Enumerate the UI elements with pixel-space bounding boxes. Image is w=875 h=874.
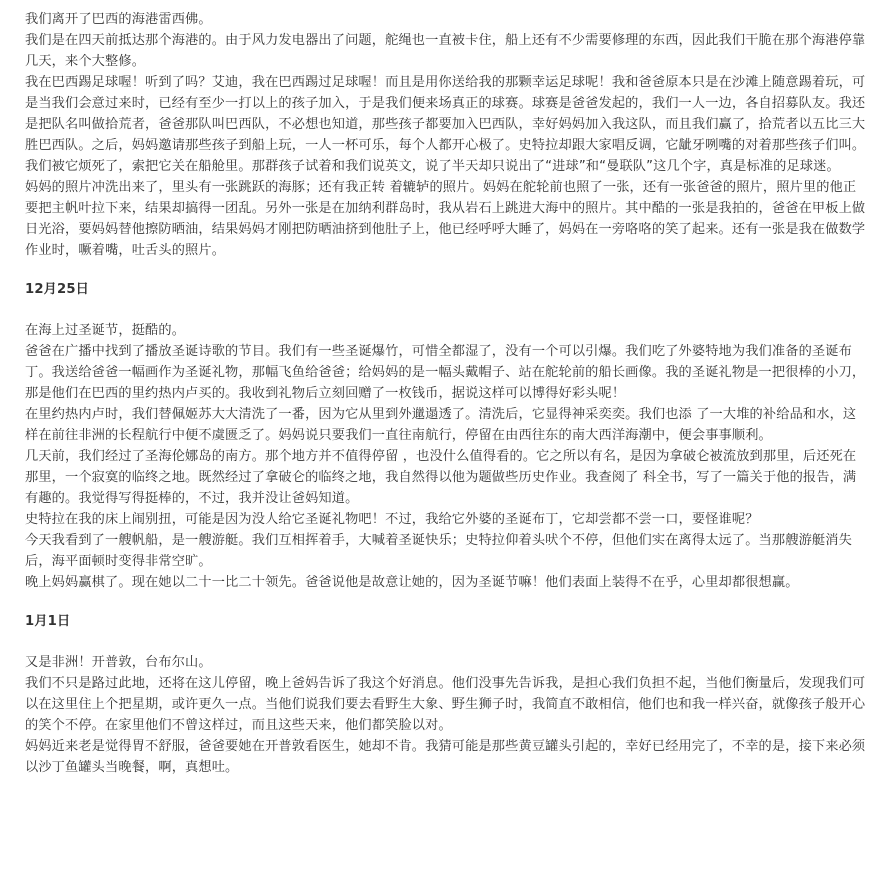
paragraph: 妈妈近来老是觉得胃不舒服，爸爸要她在开普敦看医生，她却不肯。我猜可能是那些黄豆罐头引起的，幸好已经用完了，不幸的是，接下来必须以沙丁鱼罐头当晚餐，啊，真想吐。 xyxy=(25,739,866,775)
paragraph: 史特拉在我的床上闹别扭，可能是因为没人给它圣诞礼物吧！不过，我给它外婆的圣诞布丁，它却尝都不尝一口，要怪谁呢？ xyxy=(25,512,759,527)
paragraph: 我们是在四天前抵达那个海港的。由于风力发电器出了问题，舵绳也一直被卡住，船上还有不少需要修理的东西，因此我们干脆在那个海港停靠几天，来个大整修。 xyxy=(25,33,866,69)
paragraph: 今天我看到了一艘帆船，是一艘游艇。我们互相挥着手，大喊着圣诞快乐；史特拉仰着头吠个不停，但他们实在离得太远了。当那艘游艇消失后，海平面顿时变得非常空旷。 xyxy=(25,533,852,569)
paragraph: 妈妈的照片冲洗出来了，里头有一张跳跃的海豚；还有我正转 着辘轳的照片。妈妈在舵轮前也照了一张，还有一张爸爸的照片，照片里的他正要把主帆叶拉下来，结果却搞得一团乱。另外一张是在加纳利群岛时，我从岩石上跳进大海中的照片。其中酷的一张是我拍的，爸爸在甲板上做日光浴，要妈妈替他擦防晒油，结果妈妈才刚把防晒油挤到他肚子上，他已经呼呼大睡了，妈妈在一旁咯咯的笑了起来。还有一张是我在做数学作业时，噘着嘴，吐舌头的照片。 xyxy=(25,180,866,258)
entry-jan-1 xyxy=(25,611,869,778)
paragraph: 爸爸在广播中找到了播放圣诞诗歌的节目。我们有一些圣诞爆竹，可惜全都湿了，没有一个可以引爆。我们吃了外婆特地为我们准备的圣诞布丁。我送给爸爸一幅画作为圣诞礼物，那幅飞鱼给爸爸；给妈妈的是一幅头戴帽子、站在舵轮前的船长画像。我的圣诞礼物是一把很棒的小刀，那是他们在巴西的里约热内卢买的。我收到礼物后立刻回赠了一枚钱币，据说这样可以博得好彩头呢！ xyxy=(25,344,866,401)
entry-date-heading: 1月1日 xyxy=(25,614,71,629)
entry-dec-25 xyxy=(25,279,869,593)
entry-date-heading: 12月25日 xyxy=(25,282,89,297)
entry-intro xyxy=(25,9,869,261)
paragraph: 在里约热内卢时，我们替佩姬苏大大清洗了一番，因为它从里到外邋遢透了。清洗后，它显得神采奕奕。我们也添 了一大堆的补给品和水，这样在前往非洲的长程航行中便不虞匮乏了。妈妈说只要我们一直往南航行，停留在由西往东的南大西洋海潮中，便会事事顺利。 xyxy=(25,407,857,443)
paragraph: 晚上妈妈赢棋了。现在她以二十一比二十领先。爸爸说他是故意让她的，因为圣诞节嘛！他们表面上装得不在乎，心里却都很想赢。 xyxy=(25,575,799,590)
paragraph: 在海上过圣诞节，挺酷的。 xyxy=(25,323,186,338)
paragraph: 我们不只是路过此地，还将在这儿停留，晚上爸妈告诉了我这个好消息。他们没事先告诉我，是担心我们负担不起，当他们衡量后，发现我们可以在这里住上个把星期，或许更久一点。当他们说我们要去看野生大象、野生狮子时，我简直不敢相信，他们也和我一样兴奋，就像孩子般开心的笑个不停。在家里他们不曾这样过，而且这些天来，他们都笑脸以对。 xyxy=(25,676,866,733)
paragraph: 几天前，我们经过了圣海伦娜岛的南方。那个地方并不值得停留 ，也没什么值得看的。它之所以有名，是因为拿破仑被流放到那里，后还死在那里，一个寂寞的临终之地。既然经过了拿破仑的临终之地，我自然得以他为题做些历史作业。我查阅了 科全书，写了一篇关于他的报告，满有趣的。我觉得写得挺棒的，不过，我并没让爸妈知道。 xyxy=(25,449,857,506)
paragraph: 又是非洲！开普敦，台布尔山。 xyxy=(25,655,212,670)
paragraph: 我在巴西踢足球喔！听到了吗？艾迪，我在巴西踢过足球喔！而且是用你送给我的那颗幸运足球呢！我和爸爸原本只是在沙滩上随意踢着玩，可是当我们会意过来时，已经有至少一打以上的孩子加入，于是我们便来场真正的球赛。球赛是爸爸发起的，我们一人一边，各自招募队友。我还是把队名叫做拾荒者，爸爸那队叫巴西队，不必想也知道，那些孩子都要加入巴西队，幸好妈妈加入我这队，而且我们赢了，拾荒者以五比三大胜巴西队。之后，妈妈邀请那些孩子到船上玩，一人一杯可乐，每个人都开心极了。史特拉却跟大家唱反调，它龇牙咧嘴的对着那些孩子们叫。我们被它烦死了，索把它关在船舱里。那群孩子试着和我们说英文，说了半天却只说出了“进球”和“曼联队”这几个字，真是标准的足球迷。 xyxy=(25,75,866,174)
paragraph: 我们离开了巴西的海港雷西佛。 xyxy=(25,12,212,27)
